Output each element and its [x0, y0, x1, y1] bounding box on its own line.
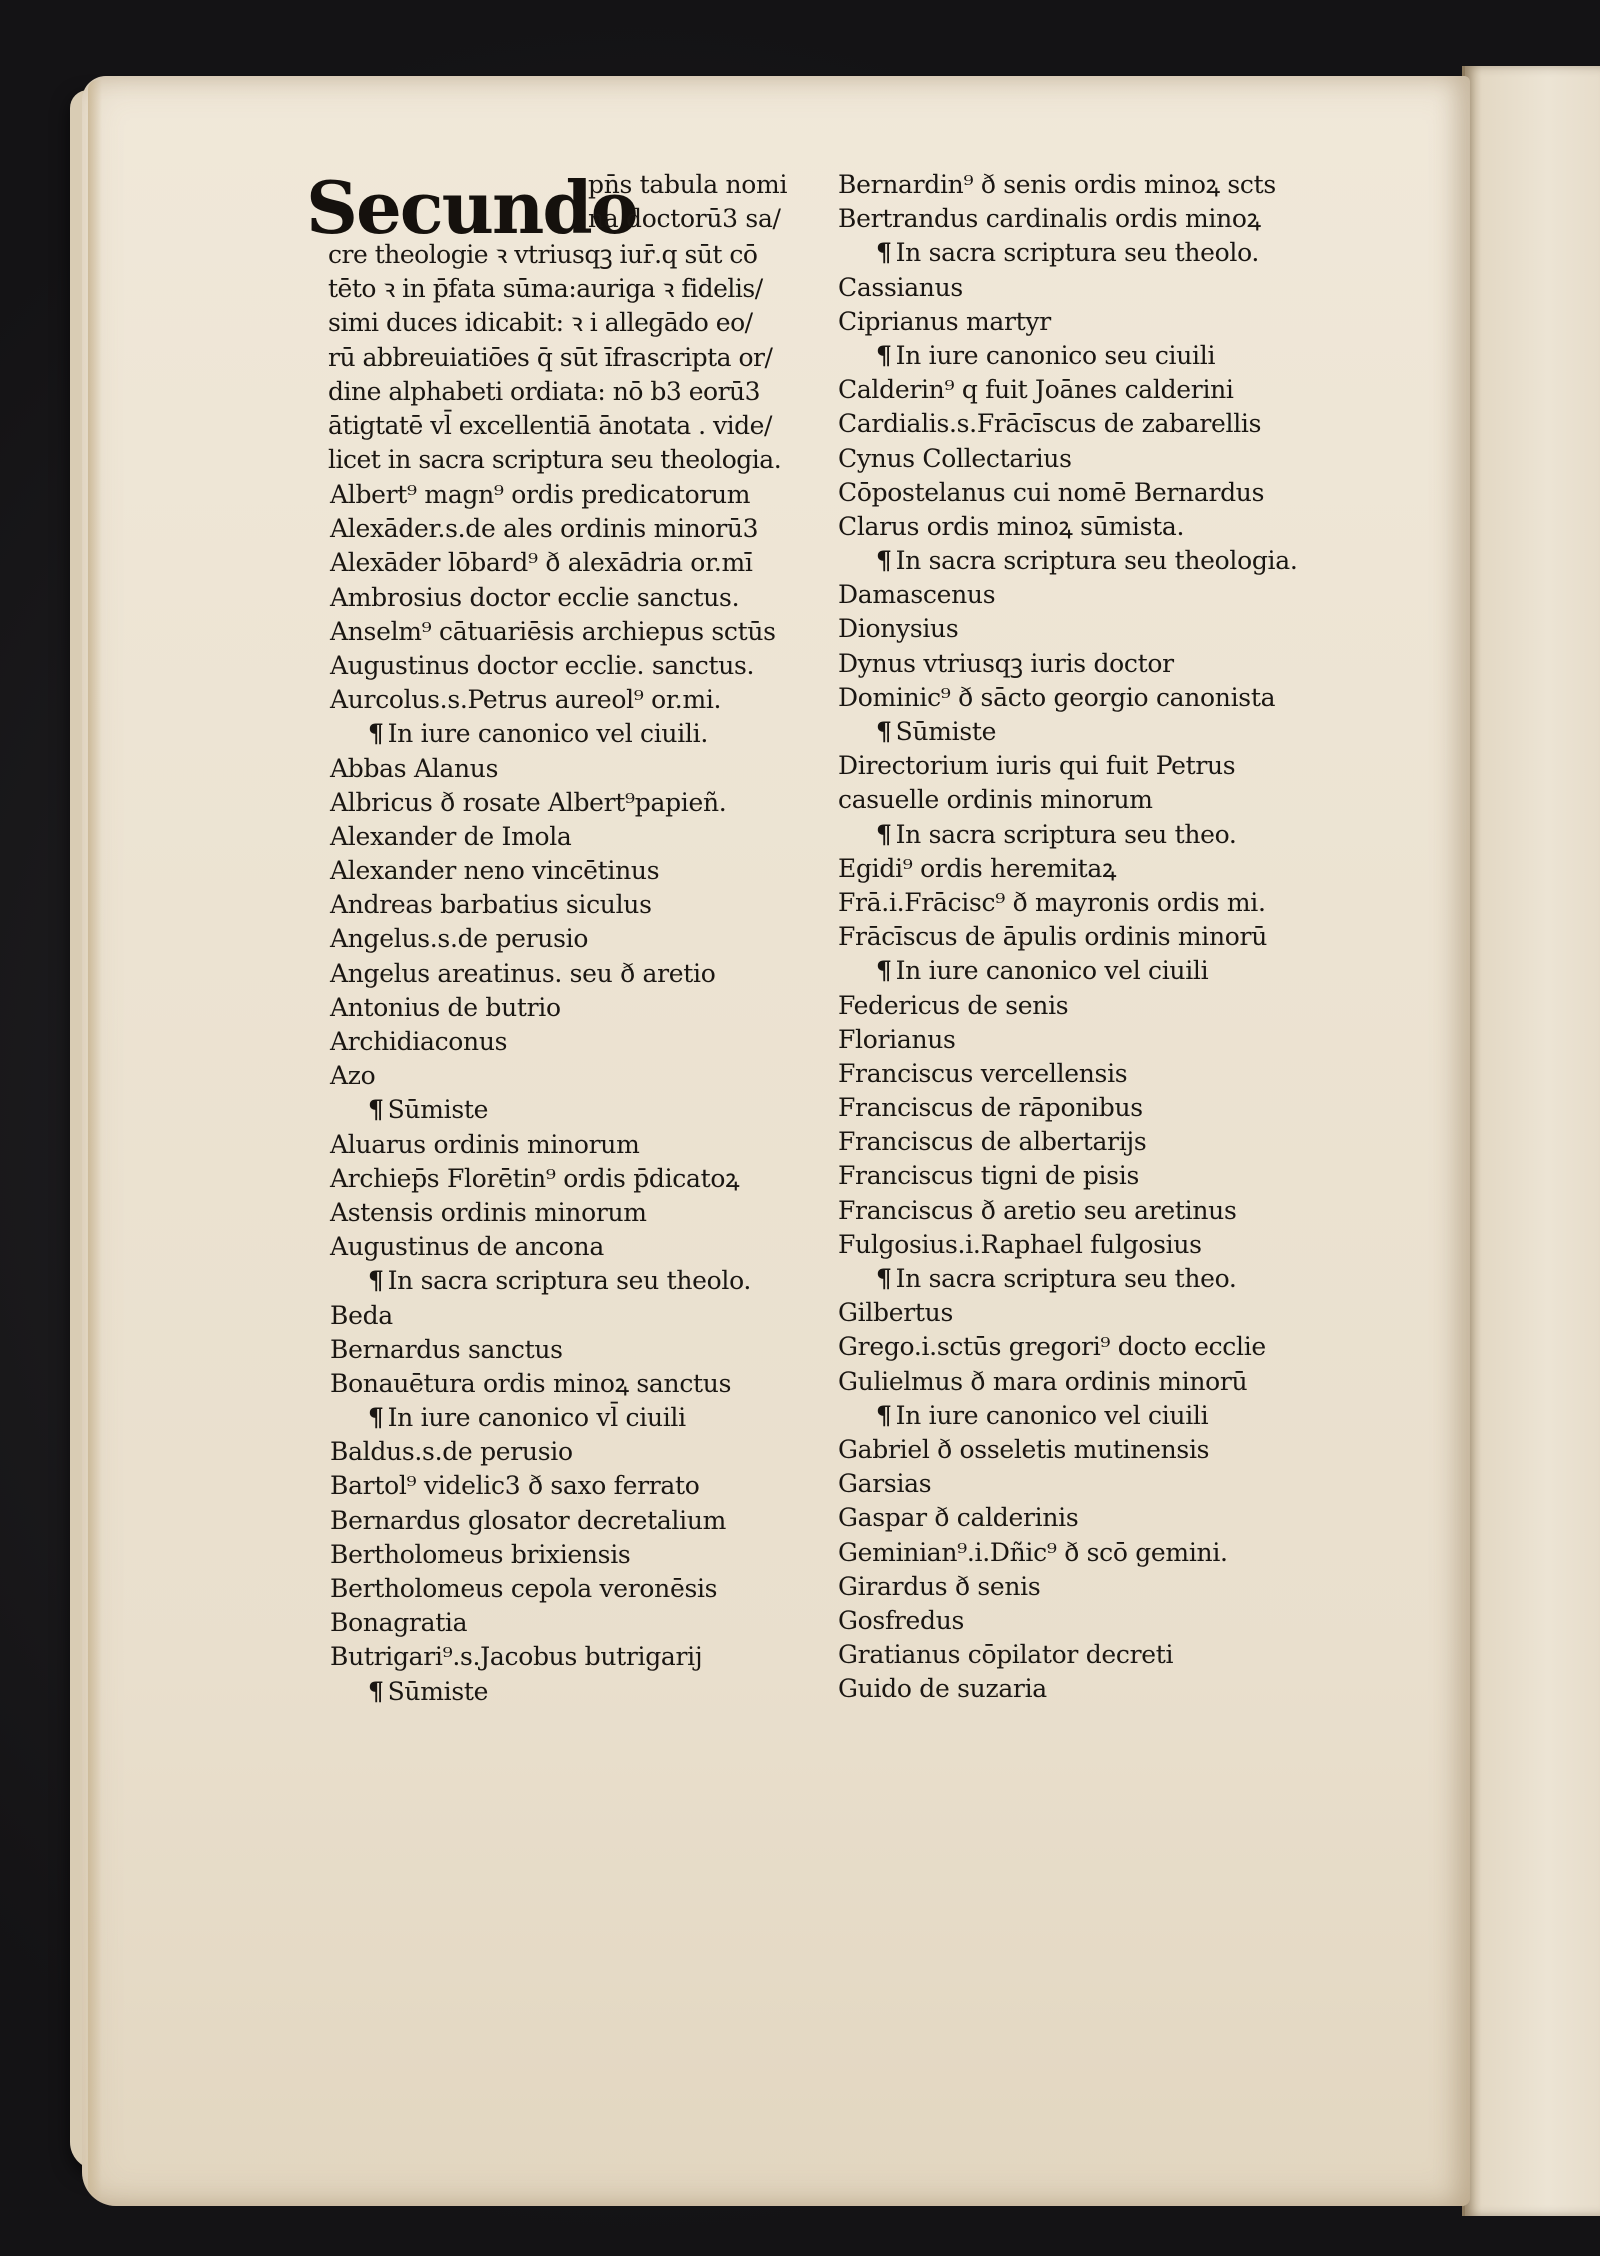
author-entry — [330, 683, 820, 717]
author-entry — [838, 1672, 1368, 1706]
page-edge-shadow — [88, 80, 102, 2200]
author-entry — [330, 478, 820, 512]
paragraph-mark-icon: ¶ — [876, 819, 892, 849]
entry-text: Bernardin⁹ ð senis ordis minoꝝ scts — [838, 170, 1276, 199]
author-entry — [838, 305, 1368, 339]
author-entry — [330, 1333, 820, 1367]
entry-text: Sūmiste — [895, 717, 997, 746]
intro-line: cre theologie ꝛ vtriusqꝫ iur̄.q sūt cō — [328, 240, 758, 269]
author-entry — [330, 581, 820, 615]
entry-text: Ciprianus martyr — [838, 306, 1051, 336]
entry-text: In sacra scriptura seu theo. — [895, 819, 1237, 849]
entry-text: Ambrosius doctor ecclie sanctus. — [330, 582, 740, 612]
author-entry — [838, 1536, 1368, 1570]
entry-text: Bertholomeus brixiensis — [330, 1539, 631, 1569]
entry-text: Gabriel ð osseletis mutinensis — [838, 1434, 1210, 1464]
entry-text: Federicus de senis — [838, 990, 1069, 1020]
author-entry — [838, 510, 1368, 544]
entry-text: Abbas Alanus — [330, 753, 499, 783]
author-entry — [330, 752, 820, 786]
intro-head-line-2: na doctorū3 sa/ — [588, 204, 781, 233]
entry-text: In iure canonico seu ciuili — [895, 340, 1216, 370]
author-entry — [330, 1162, 820, 1196]
entry-text: Dionysius — [838, 614, 959, 644]
author-entry — [838, 886, 1368, 920]
author-entry — [330, 957, 820, 991]
left-column — [330, 478, 820, 1709]
entry-text: Cynus Collectarius — [838, 443, 1072, 473]
entry-text: Gratianus cōpilator decreti — [838, 1640, 1174, 1670]
paragraph-mark-icon: ¶ — [876, 956, 892, 986]
author-entry — [838, 1365, 1368, 1399]
author-entry — [330, 1469, 820, 1503]
section-heading — [838, 544, 1368, 578]
author-entry — [330, 1572, 820, 1606]
intro-head-line-1: pn̄s tabula nomi — [588, 170, 788, 199]
section-heading — [330, 1264, 820, 1298]
author-entry — [330, 922, 820, 956]
entry-text: Alexander neno vincētinus — [330, 856, 660, 886]
entry-text: Bernardus glosator decretalium — [330, 1505, 727, 1535]
entry-text: Garsias — [838, 1469, 932, 1499]
entry-text: In sacra scriptura seu theo. — [895, 1264, 1237, 1293]
author-entry — [838, 1125, 1368, 1159]
author-entry — [330, 1606, 820, 1640]
author-entry — [330, 1504, 820, 1538]
entry-text: In iure canonico vel ciuili — [895, 956, 1209, 986]
intro-line: tēto ꝛ in p̄fata sūma:auriga ꝛ fidelis/ — [328, 274, 763, 304]
author-entry — [330, 854, 820, 888]
author-entry — [838, 749, 1368, 783]
entry-text: Dominic⁹ ð sācto georgio canonista — [838, 682, 1276, 712]
entry-text: Astensis ordinis minorum — [330, 1197, 647, 1227]
author-entry — [838, 647, 1368, 681]
intro-line: licet in sacra scriptura seu theologia. — [328, 445, 782, 475]
author-entry — [330, 1196, 820, 1230]
author-entry — [838, 1023, 1368, 1057]
entry-text: Beda — [330, 1300, 393, 1330]
author-entry — [838, 168, 1368, 202]
entry-text: Bernardus sanctus — [330, 1334, 563, 1364]
author-entry — [330, 649, 820, 683]
author-entry — [838, 920, 1368, 954]
author-entry — [838, 1228, 1368, 1262]
entry-text: Archidiaconus — [330, 1027, 508, 1056]
author-entry — [838, 476, 1368, 510]
facing-page — [1462, 66, 1600, 2216]
entry-text: Antonius de butrio — [330, 992, 561, 1022]
entry-text: In sacra scriptura seu theolo. — [895, 238, 1260, 268]
author-entry — [838, 407, 1368, 441]
entry-text: Gaspar ð calderinis — [838, 1503, 1079, 1533]
author-entry — [330, 991, 820, 1025]
paragraph-mark-icon: ¶ — [368, 1403, 384, 1433]
author-entry — [838, 1159, 1368, 1193]
author-entry — [838, 373, 1368, 407]
section-heading — [838, 339, 1368, 373]
intro-line: ātigtatē vl̄ excellentiā ānotata . vide/ — [328, 410, 772, 440]
author-entry — [838, 578, 1368, 612]
entry-text: Fulgosius.i.Raphael fulgosius — [838, 1229, 1202, 1259]
entry-text: Sūmiste — [387, 1676, 489, 1706]
author-entry — [838, 612, 1368, 646]
entry-text: In sacra scriptura seu theolo. — [387, 1266, 752, 1296]
intro-paragraph — [328, 238, 820, 477]
entry-text: Gosfredus — [838, 1605, 965, 1635]
entry-text: Bertrandus cardinalis ordis minoꝝ — [838, 204, 1261, 234]
entry-text: Augustinus de ancona — [330, 1232, 604, 1262]
entry-text: Alexāder.s.de ales ordinis minorū3 — [330, 514, 759, 544]
entry-text: Frā.i.Frācisc⁹ ð mayronis ordis mi. — [838, 887, 1266, 917]
section-heading — [330, 717, 820, 751]
entry-text: Egidi⁹ ordis heremitaꝝ — [838, 853, 1117, 883]
entry-text: In iure canonico vel ciuili — [895, 1400, 1209, 1430]
section-heading — [330, 1093, 820, 1127]
author-entry — [330, 1059, 820, 1093]
author-entry — [330, 1640, 820, 1674]
entry-text: Franciscus tigni de pisis — [838, 1161, 1139, 1191]
author-entry — [838, 681, 1368, 715]
intro-line: rū abbreuiatiōes q̄ sūt īfrascripta or/ — [328, 342, 773, 372]
entry-text: Girardus ð senis — [838, 1571, 1041, 1601]
entry-text: Azo — [330, 1061, 376, 1091]
paragraph-mark-icon: ¶ — [368, 719, 384, 749]
author-entry — [330, 786, 820, 820]
entry-text: Cōpostelanus cui nomē Bernardus — [838, 477, 1265, 507]
paragraph-mark-icon: ¶ — [876, 238, 892, 268]
author-entry — [838, 202, 1368, 236]
section-heading — [838, 715, 1368, 749]
author-entry — [838, 271, 1368, 305]
author-entry — [838, 1467, 1368, 1501]
initial-word: Secundo — [306, 165, 637, 250]
paragraph-mark-icon: ¶ — [368, 1676, 384, 1706]
entry-text: In iure canonico vl̄ ciuili — [387, 1403, 686, 1433]
author-entry — [838, 1433, 1368, 1467]
entry-text: Aluarus ordinis minorum — [330, 1129, 640, 1159]
right-column — [838, 168, 1368, 1706]
entry-text: Florianus — [838, 1024, 956, 1054]
entry-text: Cardialis.s.Frācīscus de zabarellis — [838, 409, 1262, 439]
entry-text: Dynus vtriusqꝫ iuris doctor — [838, 648, 1174, 678]
entry-text: Andreas barbatius siculus — [330, 890, 652, 920]
author-entry — [330, 1367, 820, 1401]
entry-text: Augustinus doctor ecclie. sanctus. — [330, 650, 755, 680]
entry-text: Bonagratia — [330, 1608, 468, 1638]
author-entry — [330, 820, 820, 854]
entry-text: Angelus.s.de perusio — [330, 924, 589, 954]
author-entry — [330, 615, 820, 649]
paragraph-mark-icon: ¶ — [876, 546, 892, 576]
entry-text: Grego.i.sctūs gregori⁹ docto ecclie — [838, 1332, 1266, 1362]
paragraph-mark-icon: ¶ — [368, 1266, 384, 1296]
entry-text: Anselm⁹ cātuariēsis archiepus sctūs — [330, 616, 776, 646]
entry-text: Butrigari⁹.s.Jacobus butrigarij — [330, 1642, 703, 1672]
entry-text: Franciscus de rāponibus — [838, 1093, 1143, 1123]
author-entry — [838, 1570, 1368, 1604]
author-entry — [330, 512, 820, 546]
entry-text: In iure canonico vel ciuili. — [387, 719, 708, 749]
entry-text: Guido de suzaria — [838, 1674, 1047, 1704]
entry-text: Cassianus — [838, 272, 963, 302]
entry-text: Directorium iuris qui fuit Petrus — [838, 751, 1236, 781]
entry-text: Bertholomeus cepola veronēsis — [330, 1574, 718, 1603]
entry-text: Albricus ð rosate Albert⁹papieñ. — [330, 787, 727, 817]
author-entry — [330, 1538, 820, 1572]
author-entry — [330, 1128, 820, 1162]
entry-text: Franciscus vercellensis — [838, 1058, 1128, 1088]
entry-text: Geminian⁹.i.Dñic⁹ ð scō gemini. — [838, 1537, 1228, 1567]
author-entry — [838, 1057, 1368, 1091]
author-entry — [330, 1299, 820, 1333]
entry-text: Clarus ordis minoꝝ sūmista. — [838, 511, 1185, 541]
author-entry — [838, 1638, 1368, 1672]
paragraph-mark-icon: ¶ — [368, 1095, 384, 1125]
section-heading — [838, 954, 1368, 988]
entry-text: Franciscus ð aretio seu aretinus — [838, 1195, 1237, 1225]
author-entry — [838, 1091, 1368, 1125]
intro-line: simi duces idicabit: ꝛ i allegādo eo/ — [328, 308, 753, 338]
section-heading — [838, 1262, 1368, 1296]
entry-text: Albert⁹ magn⁹ ordis predicatorum — [330, 480, 751, 509]
author-entry — [838, 1330, 1368, 1364]
entry-text: Archiep̄s Florētin⁹ ordis p̄dicatoꝝ — [330, 1163, 740, 1193]
entry-text: Bonauētura ordis minoꝝ sanctus — [330, 1368, 732, 1398]
section-heading — [838, 236, 1368, 270]
entry-text: Gulielmus ð mara ordinis minorū — [838, 1366, 1248, 1396]
paragraph-mark-icon: ¶ — [876, 1400, 892, 1430]
author-entry — [330, 1025, 820, 1059]
author-entry — [330, 1435, 820, 1469]
entry-text: Franciscus de albertarijs — [838, 1127, 1147, 1157]
author-entry — [838, 1604, 1368, 1638]
entry-text: Alexāder lōbard⁹ ð alexādria or.mī — [330, 548, 753, 578]
entry-text: casuelle ordinis minorum — [838, 785, 1153, 815]
section-heading — [330, 1401, 820, 1435]
entry-text: Sūmiste — [387, 1095, 489, 1125]
author-entry — [330, 1230, 820, 1264]
entry-text: Alexander de Imola — [330, 821, 572, 851]
section-heading — [838, 818, 1368, 852]
author-entry — [838, 442, 1368, 476]
intro-line: dine alphabeti ordiata: nō b3 eorū3 — [328, 376, 761, 406]
author-entry — [838, 1194, 1368, 1228]
entry-text: In sacra scriptura seu theologia. — [895, 546, 1298, 576]
paragraph-mark-icon: ¶ — [876, 717, 892, 746]
entry-text: Gilbertus — [838, 1298, 953, 1328]
author-entry — [838, 852, 1368, 886]
entry-text: Damascenus — [838, 580, 996, 610]
entry-text: Baldus.s.de perusio — [330, 1437, 573, 1467]
author-entry — [330, 546, 820, 580]
entry-text: Frācīscus de āpulis ordinis minorū — [838, 922, 1268, 952]
entry-text: Calderin⁹ q fuit Joānes calderini — [838, 375, 1234, 405]
author-entry — [838, 1501, 1368, 1535]
section-heading — [838, 1399, 1368, 1433]
section-heading — [330, 1675, 820, 1709]
author-entry — [838, 783, 1368, 817]
entry-text: Aurcolus.s.Petrus aureol⁹ or.mi. — [330, 685, 722, 715]
author-entry — [838, 1296, 1368, 1330]
paragraph-mark-icon: ¶ — [876, 1264, 892, 1293]
author-entry — [330, 888, 820, 922]
author-entry — [838, 989, 1368, 1023]
entry-text: Bartol⁹ videlic3 ð saxo ferrato — [330, 1471, 700, 1501]
entry-text: Angelus areatinus. seu ð aretio — [330, 958, 716, 988]
paragraph-mark-icon: ¶ — [876, 340, 892, 370]
